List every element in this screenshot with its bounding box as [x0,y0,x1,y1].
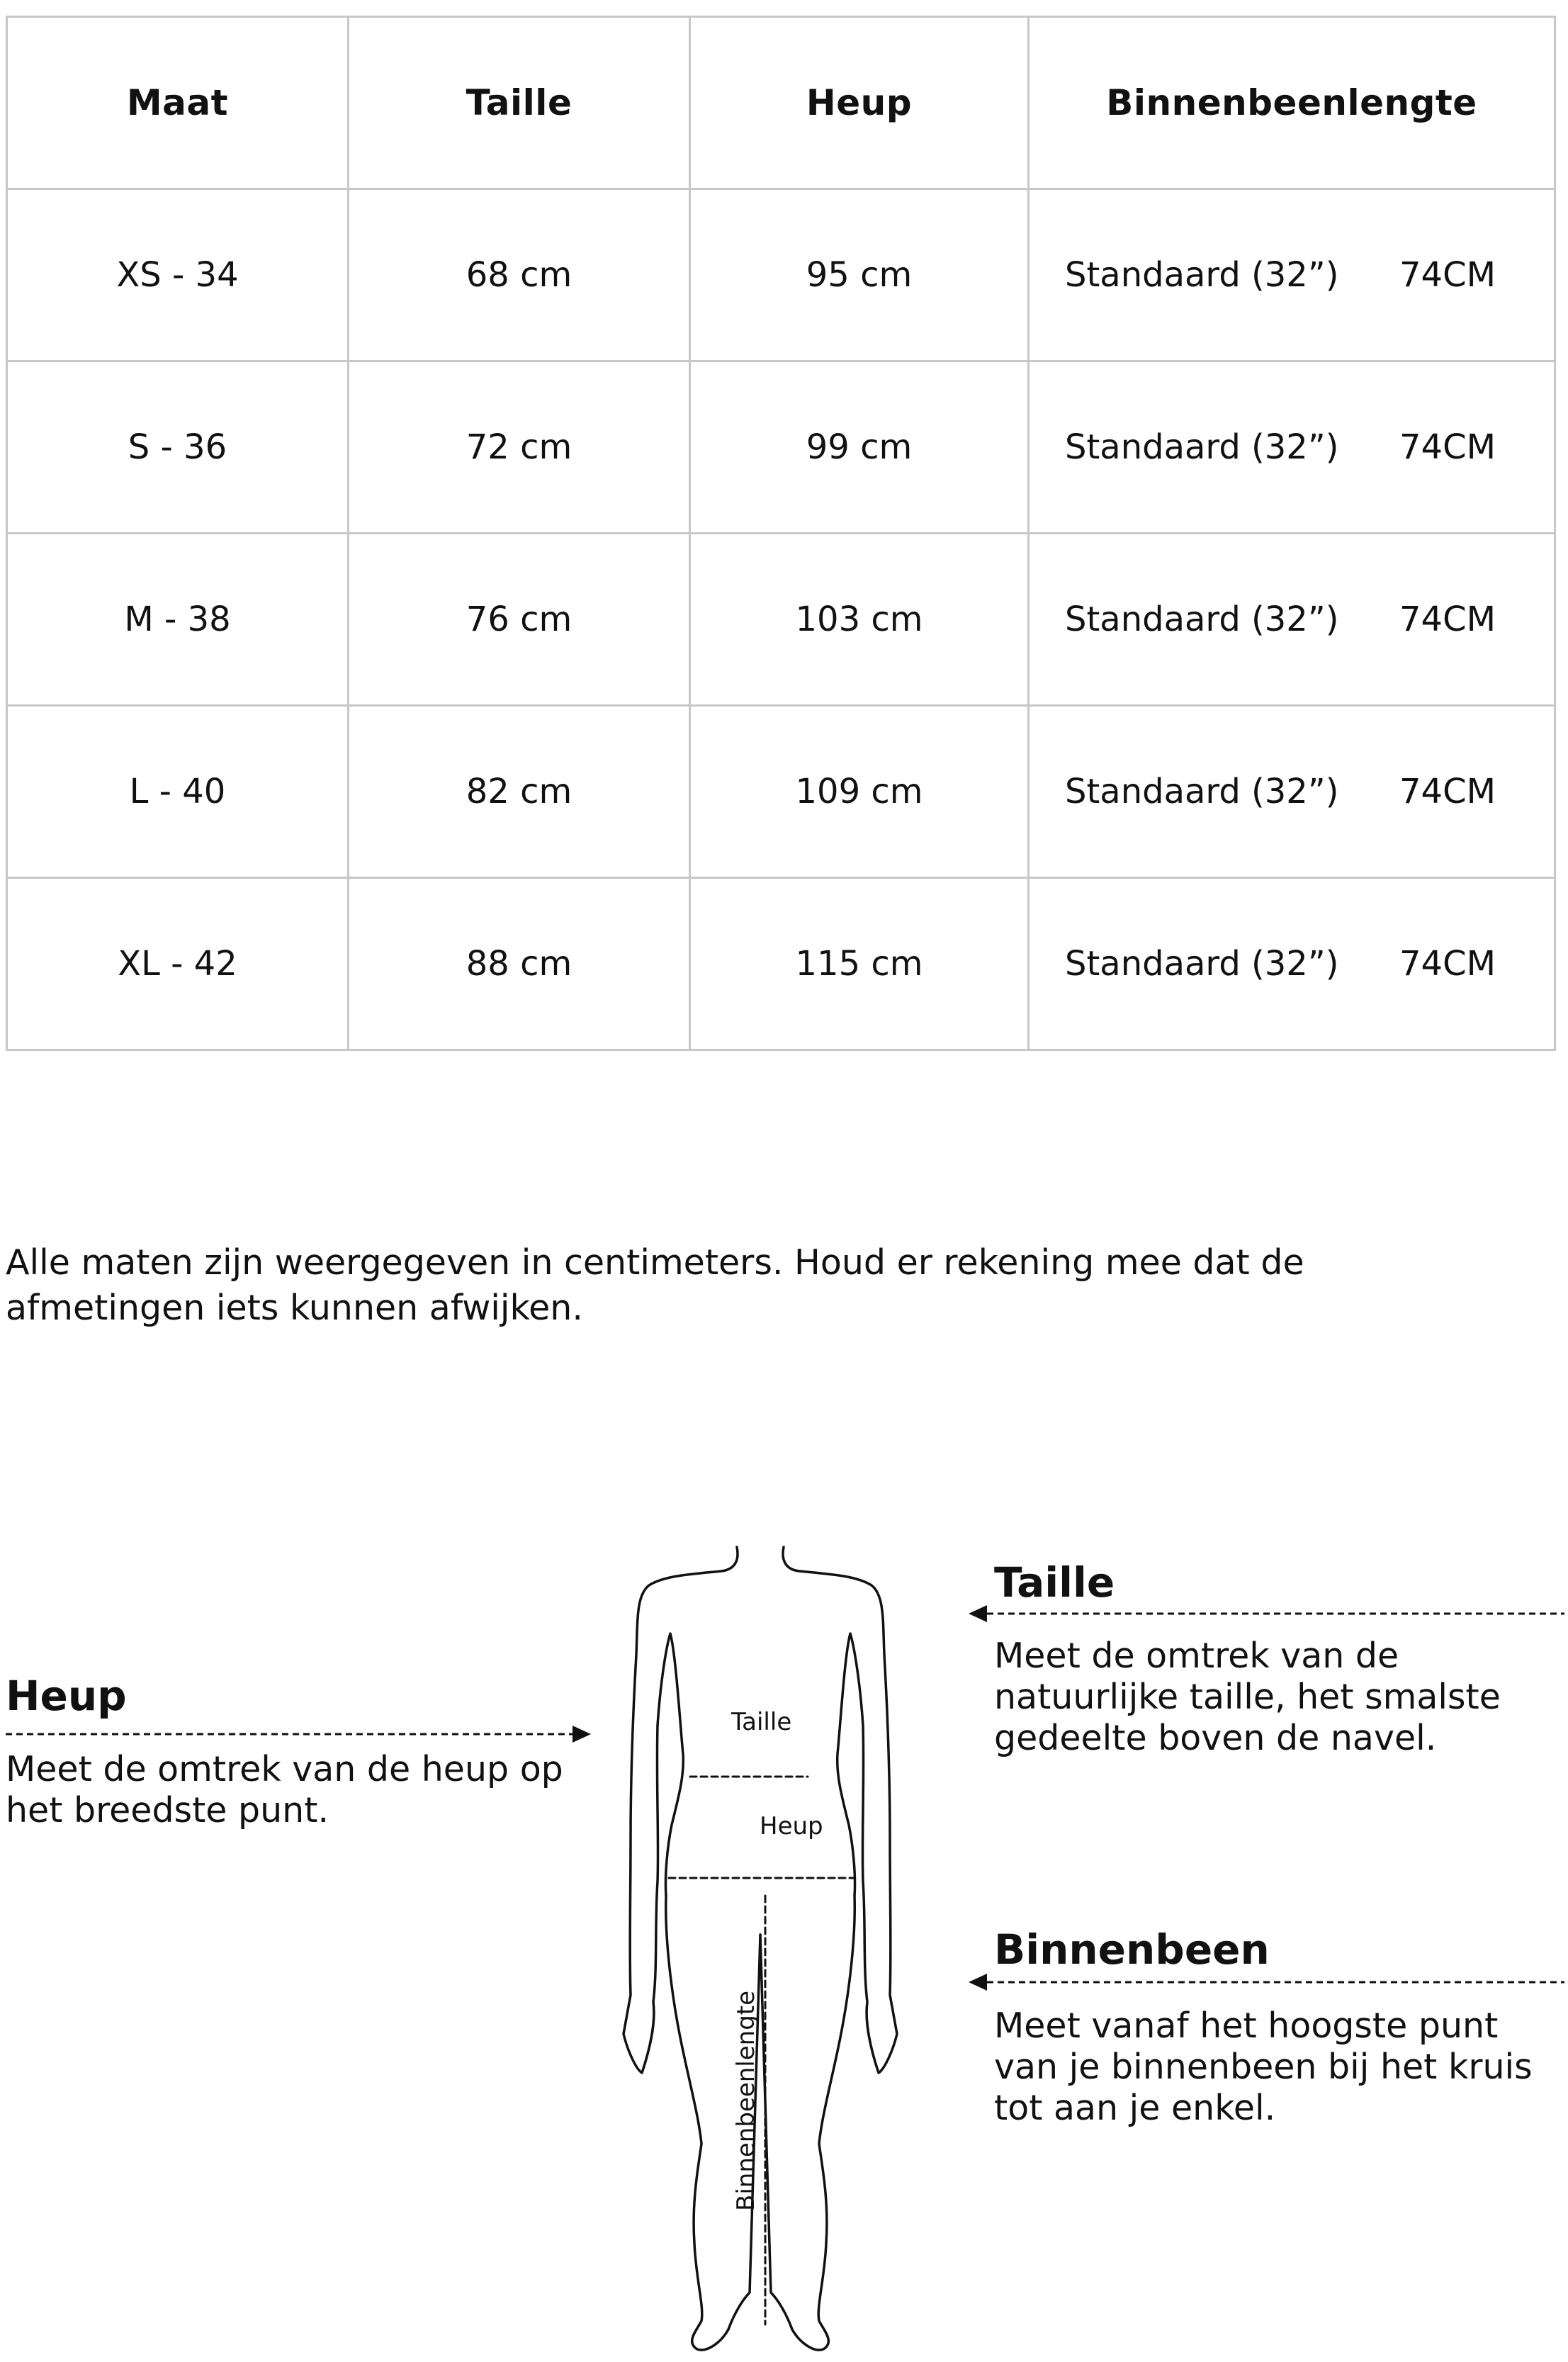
inseam-label: Standaard (32”) [1065,772,1339,811]
binnenbeen-arrow-icon [967,1972,1566,1993]
heup-section [6,1672,587,1831]
table-row [7,706,1555,878]
size-table [6,16,1556,1051]
cell-maat: XL - 42 [7,878,349,1050]
cell-taille: 68 cm [349,189,690,361]
binnenbeen-title: Binnenbeen [994,1925,1270,1974]
table-row [7,878,1555,1050]
inseam-value: 74CM [1399,255,1496,295]
figure-label-heup: Heup [760,1812,823,1840]
cell-maat: L - 40 [7,706,349,878]
cell-binnenbeenlengte [1029,706,1555,878]
inseam-label: Standaard (32”) [1065,255,1339,295]
cell-heup: 99 cm [690,361,1029,534]
cell-heup: 103 cm [690,534,1029,706]
cell-binnenbeenlengte [1029,534,1555,706]
header-binnenbeenlengte: Binnenbeenlengte [1029,17,1555,189]
taille-arrow-icon [967,1603,1566,1624]
header-maat: Maat [7,17,349,189]
body-silhouette-icon [615,1541,927,2353]
inseam-label: Standaard (32”) [1065,427,1339,467]
table-header-row [7,17,1555,189]
cell-binnenbeenlengte [1029,361,1555,534]
cell-maat: M - 38 [7,534,349,706]
cell-maat: S - 36 [7,361,349,534]
inseam-value: 74CM [1399,427,1496,467]
cell-heup: 95 cm [690,189,1029,361]
heup-description: Meet de omtrek van de heup op het breedste punt. [6,1749,563,1830]
cell-heup: 109 cm [690,706,1029,878]
cell-taille: 88 cm [349,878,690,1050]
cell-heup: 115 cm [690,878,1029,1050]
taille-section [994,1559,1568,1759]
taille-title: Taille [994,1558,1115,1607]
table-row [7,189,1555,361]
inseam-value: 74CM [1399,944,1496,984]
header-heup: Heup [690,17,1029,189]
table-row [7,534,1555,706]
inseam-value: 74CM [1399,772,1496,811]
cell-taille: 76 cm [349,534,690,706]
cell-binnenbeenlengte [1029,189,1555,361]
cell-maat: XS - 34 [7,189,349,361]
header-taille: Taille [349,17,690,189]
table-row [7,361,1555,534]
inseam-label: Standaard (32”) [1065,944,1339,984]
figure-label-taille: Taille [731,1708,792,1736]
cell-binnenbeenlengte [1029,878,1555,1050]
inseam-value: 74CM [1399,600,1496,639]
heup-title: Heup [6,1672,127,1720]
binnenbeen-description: Meet vanaf het hoogste punt van je binnenbeen bij het kruis tot aan je enkel. [994,2006,1533,2128]
figure-label-binnenbeenlengte: Binnenbeenlengte [732,1990,760,2211]
cell-taille: 82 cm [349,706,690,878]
cell-taille: 72 cm [349,361,690,534]
binnenbeen-section [994,1926,1568,2129]
inseam-label: Standaard (32”) [1065,600,1339,639]
measurement-note: Alle maten zijn weergegeven in centimeters. Houd er rekening mee dat de afmetingen iets kunnen afwijken. [6,1242,1304,1328]
heup-arrow-icon [6,1723,594,1745]
taille-description: Meet de omtrek van de natuurlijke taille, het smalste gedeelte boven de navel. [994,1636,1501,1758]
